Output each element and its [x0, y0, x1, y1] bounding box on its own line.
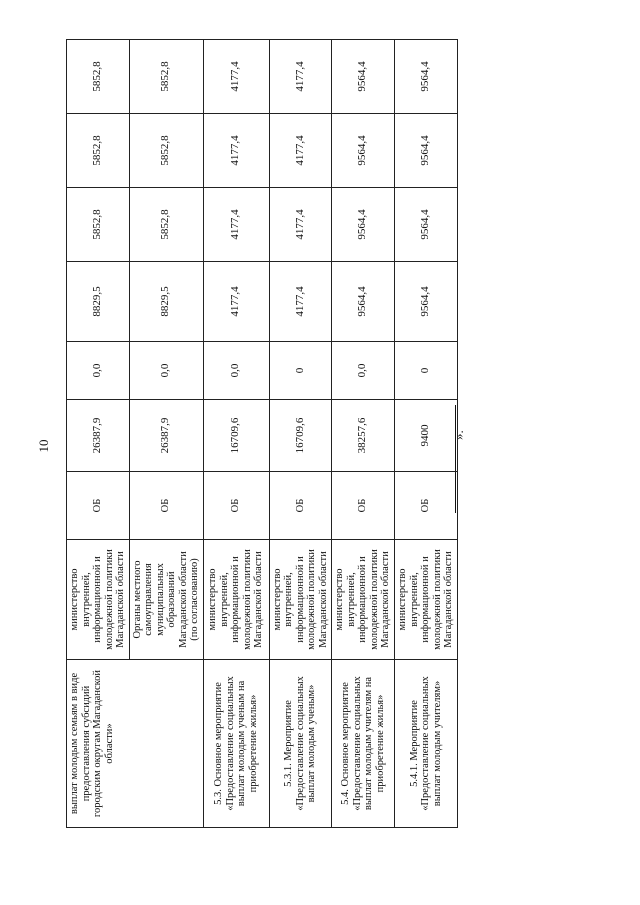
table-row: [203, 40, 269, 828]
value-cell: 0: [395, 342, 458, 400]
value-cell: 4177,4: [269, 262, 332, 342]
value-cell: 0,0: [203, 342, 269, 400]
value-cell: 8829,5: [67, 262, 130, 342]
value-cell: 9400: [395, 400, 458, 472]
value-cell: 16709,6: [269, 400, 332, 472]
table-row: [67, 40, 130, 828]
value-cell: 0,0: [332, 342, 395, 400]
value-cell: 4177,4: [269, 114, 332, 188]
value-cell: 5852,8: [67, 188, 130, 262]
executor-cell: Органы местного самоуправления муниципальных образований Магаданской области (по согласованию): [129, 540, 203, 660]
value-cell: 5852,8: [129, 114, 203, 188]
event-cell: 5.4. Основное мероприятие «Предоставление социальных выплат молодым учителям на приобретение жилья»: [332, 660, 395, 828]
value-cell: 9564,4: [332, 188, 395, 262]
executor-cell: министерство внутренней, информационной и молодежной политики Магаданской области: [332, 540, 395, 660]
value-cell: 4177,4: [269, 188, 332, 262]
source-cell: ОБ: [269, 472, 332, 540]
executor-cell: министерство внутренней, информационной и молодежной политики Магаданской области: [269, 540, 332, 660]
value-cell: 9564,4: [395, 114, 458, 188]
source-cell: ОБ: [129, 472, 203, 540]
value-cell: 38257,6: [332, 400, 395, 472]
value-cell: 0: [269, 342, 332, 400]
value-cell: 9564,4: [395, 188, 458, 262]
value-cell: 8829,5: [129, 262, 203, 342]
value-cell: 9564,4: [395, 262, 458, 342]
value-cell: 26387,9: [129, 400, 203, 472]
value-cell: 9564,4: [332, 114, 395, 188]
value-cell: 26387,9: [67, 400, 130, 472]
value-cell: 16709,6: [203, 400, 269, 472]
value-cell: 9564,4: [395, 40, 458, 114]
value-cell: 5852,8: [129, 40, 203, 114]
source-cell: ОБ: [332, 472, 395, 540]
closing-quote: ».: [451, 430, 466, 440]
rotated-table-wrapper: [66, 40, 454, 828]
event-cell: 5.4.1. Мероприятие «Предоставление социальных выплат молодым учителям»: [395, 660, 458, 828]
table-row: [332, 40, 395, 828]
event-cell: 5.3. Основное мероприятие «Предоставление социальных выплат молодым ученым на приобретение жилья»: [203, 660, 269, 828]
table-row: [395, 40, 458, 828]
value-cell: 5852,8: [67, 114, 130, 188]
source-cell: ОБ: [395, 472, 458, 540]
value-cell: 0,0: [67, 342, 130, 400]
value-cell: 4177,4: [269, 40, 332, 114]
source-cell: ОБ: [203, 472, 269, 540]
executor-cell: министерство внутренней, информационной и молодежной политики Магаданской области: [203, 540, 269, 660]
event-cell: 5.3.1. Мероприятие «Предоставление социальных выплат молодым ученым»: [269, 660, 332, 828]
value-cell: 5852,8: [129, 188, 203, 262]
executor-cell: министерство внутренней, информационной и молодежной политики Магаданской области: [67, 540, 130, 660]
event-cell: выплат молодым семьям в виде предоставления субсидий городским округам Магаданской области»: [67, 660, 204, 828]
value-cell: 9564,4: [332, 40, 395, 114]
value-cell: 0,0: [129, 342, 203, 400]
value-cell: 4177,4: [203, 188, 269, 262]
value-cell: 4177,4: [203, 40, 269, 114]
page-number: 10: [36, 439, 51, 453]
value-cell: 5852,8: [67, 40, 130, 114]
executor-cell: министерство внутренней, информационной и молодежной политики Магаданской области: [395, 540, 458, 660]
value-cell: 9564,4: [332, 262, 395, 342]
source-cell: ОБ: [67, 472, 130, 540]
value-cell: 4177,4: [203, 262, 269, 342]
budget-table: [66, 39, 458, 828]
table-row: [269, 40, 332, 828]
value-cell: 4177,4: [203, 114, 269, 188]
